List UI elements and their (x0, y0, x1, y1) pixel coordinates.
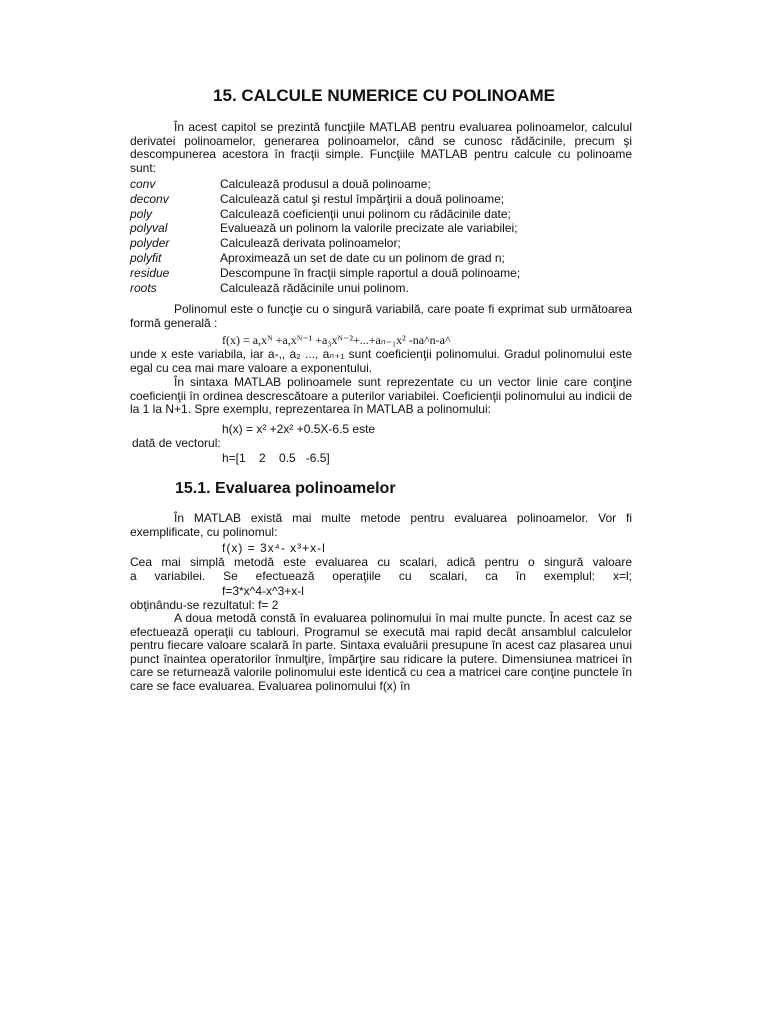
function-row (130, 251, 520, 266)
function-description: Aproximează un set de date cu un polinom de grad n; (220, 250, 505, 265)
function-row (130, 192, 520, 207)
function-list (130, 177, 520, 295)
paragraph-text: unde x este variabila, iar a-,, a₂ ..., aₙ₊₁ sunt coeficienţii polinomului. Gradul polinomului este egal cu cea mai mare valoare a exponentului. (130, 347, 632, 375)
paragraph-text: În sintaxa MATLAB polinoamele sunt reprezentate cu un vector linie care conţine coeficienţii în ordinea descrescătoare a puterilor variabilei. Coeficienţii polinomului au indicii de la 1 la N+1. Spre exemplu, reprezentarea în MATLAB a polinomului: (130, 375, 632, 416)
function-row (130, 221, 520, 236)
general-polynomial-formula: f(x) = a,xᴺ +a,xᴺ⁻¹ +a₃xᴺ⁻²+...+aₙ₋₁x² -na^n-a^ (222, 333, 451, 347)
paragraph-text: Polinomul este o funcţie cu o singură variabilă, care poate fi exprimat sub următoarea formă generală : (130, 302, 632, 330)
function-description: Calculează derivata polinoamelor; (220, 236, 401, 251)
function-description: Calculează produsul a două polinoame; (220, 177, 431, 191)
function-name: deconv (130, 191, 169, 206)
array-method-paragraph (130, 612, 632, 693)
paragraph-text: A doua metodă constă în evaluarea polinomului în mai multe puncte. În acest caz se efectuează operaţii cu tablouri. Programul se execută mai rapid decât ansamblul calculelor pentru fiecare valoare scalară în parte. Sintaxa evaluării presupune în acest caz plasarea unui punct înaintea operatorilor înmulţire, împărţire sau ridicare la putere. Dimensiunea matricei în care se returnează valorile polinomului este identică cu cea a matricei care conţine punctele în care se face evaluarea. Evaluarea polinomului f(x) în (130, 611, 632, 693)
matlab-syntax-paragraph (130, 376, 632, 417)
evaluation-intro-paragraph (130, 512, 632, 539)
coefficients-paragraph (130, 348, 632, 375)
function-name: polyder (130, 236, 170, 251)
function-name: polyval (130, 221, 168, 236)
intro-paragraph (130, 121, 632, 175)
function-row (130, 281, 520, 296)
intro-text: În acest capitol se prezintă funcţiile MATLAB pentru evaluarea polinoamelor, calculul derivatei polinoamelor, generarea polinoamelor, când se cunosc rădăcinile, precum şi descompunerea acestora în fracţii simple. Funcţiile MATLAB pentru calcule cu polinoame sunt: (130, 120, 632, 175)
example-polynomial-formula: f(x) = 3x⁴- x³+x-l (222, 541, 326, 555)
function-description: Descompune în fracţii simple raportul a două polinoame; (220, 265, 521, 280)
scalar-result: obţinându-se rezultatul: f= 2 (130, 598, 279, 612)
section-heading: 15.1. Evaluarea polinoamelor (175, 480, 396, 497)
function-row (130, 207, 520, 222)
polynomial-definition-paragraph (130, 303, 632, 330)
chapter-title: 15. CALCULE NUMERICE CU POLINOAME (213, 86, 555, 105)
vector-label: dată de vectorul: (132, 436, 221, 450)
function-name: conv (130, 177, 156, 191)
function-description: Evaluează un polinom la valorile precizate ale variabilei; (220, 221, 518, 236)
function-description: Calculează coeficienţii unui polinom cu rădăcinile date; (220, 206, 511, 221)
function-row (130, 236, 520, 251)
function-name: poly (130, 206, 153, 221)
function-description: Calculează catul şi restul împărţirii a două polinoame; (220, 191, 505, 206)
scalar-method-line2: a variabilei. Se efectuează operaţiile cu scalari, ca în exemplul: x=l; (130, 569, 632, 583)
scalar-method-line1: Cea mai simplă metodă este evaluarea cu scalari, adică pentru o singură valoare (130, 555, 632, 569)
function-description: Calculează rădăcinile unui polinom. (220, 280, 409, 295)
example-polynomial: h(x) = x² +2x² +0.5X-6.5 este (222, 422, 376, 436)
function-name: residue (130, 265, 170, 280)
function-row (130, 266, 520, 281)
function-name: roots (130, 280, 157, 295)
coefficient-vector: h=[1 2 0.5 -6.5] (222, 451, 330, 465)
scalar-code: f=3*x^4-x^3+x-l (222, 584, 304, 598)
function-row (130, 177, 520, 192)
function-name: polyfit (130, 250, 162, 265)
paragraph-text: În MATLAB există mai multe metode pentru evaluarea polinoamelor. Vor fi exemplificate, cu polinomul: (130, 511, 632, 539)
